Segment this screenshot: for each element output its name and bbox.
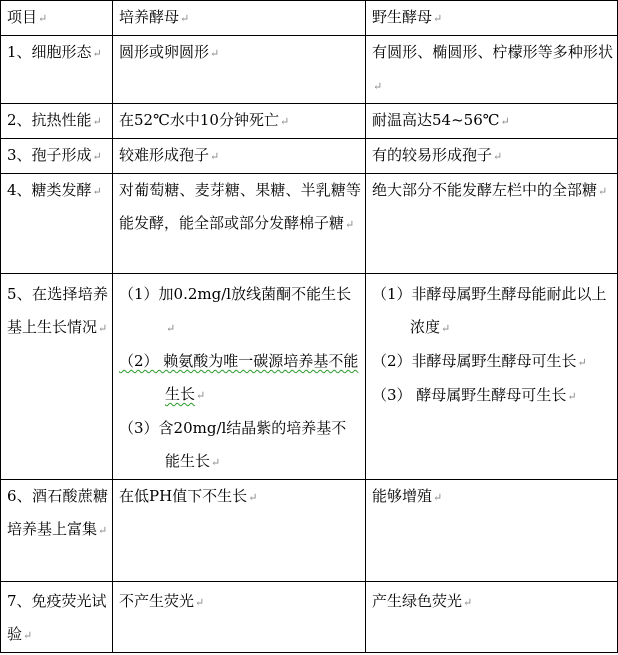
row-item-cell: 6、酒石酸蔗糖培养基上富集↵: [1, 480, 113, 582]
paragraph-mark: ↵: [567, 390, 577, 403]
paragraph-mark: ↵: [92, 185, 102, 198]
paragraph-mark: ↵: [23, 629, 33, 642]
wild-yeast-cell: 有圆形、椭圆形、柠檬形等多种形状↵: [366, 36, 618, 104]
table-row: [1, 582, 618, 653]
paragraph-mark: ↵: [98, 524, 108, 537]
cultured-yeast-cell: 不产生荧光↵: [113, 582, 366, 653]
header-cell-cultured: 培养酵母↵: [113, 1, 366, 36]
table-row: [1, 174, 618, 274]
cultured-yeast-cell: 较难形成孢子↵: [113, 139, 366, 174]
table-row: [1, 480, 618, 582]
paragraph-mark: ↵: [577, 356, 587, 369]
table-row: [1, 104, 618, 139]
cultured-yeast-cell: 在低PH值下不生长↵: [113, 480, 366, 582]
wild-yeast-cell: [366, 274, 618, 480]
paragraph-mark: ↵: [92, 47, 102, 60]
cultured-yeast-cell: 圆形或卵圆形↵: [113, 36, 366, 104]
paragraph-mark: ↵: [38, 12, 48, 25]
table-row: [1, 274, 618, 480]
header-cell-wild: 野生酵母↵: [366, 1, 618, 36]
paragraph-mark: ↵: [500, 115, 510, 128]
cultured-yeast-cell: 对葡萄糖、麦芽糖、果糖、半乳糖等能发酵，能全部或部分发酵棉子糖↵: [113, 174, 366, 274]
wild-yeast-cell: 有的较易形成孢子↵: [366, 139, 618, 174]
table-row: [1, 36, 618, 104]
list-item: （3） 酵母属野生酵母可生长↵: [372, 386, 577, 404]
paragraph-mark: ↵: [433, 491, 443, 504]
wild-yeast-cell: 能够增殖↵: [366, 480, 618, 582]
row-item-cell: 2、抗热性能↵: [1, 104, 113, 139]
paragraph-mark: ↵: [345, 218, 355, 231]
paragraph-mark: ↵: [441, 322, 451, 335]
paragraph-mark: ↵: [248, 491, 258, 504]
row-item-cell: 3、孢子形成↵: [1, 139, 113, 174]
cultured-yeast-cell: [113, 274, 366, 480]
paragraph-mark: ↵: [180, 12, 190, 25]
wild-yeast-cell: 绝大部分不能发酵左栏中的全部糖↵: [366, 174, 618, 274]
paragraph-mark: ↵: [196, 389, 206, 402]
paragraph-mark: ↵: [373, 80, 383, 93]
row-item-cell: 1、细胞形态↵: [1, 36, 113, 104]
list-item: （2）非酵母属野生酵母可生长↵: [372, 352, 587, 370]
paragraph-mark: ↵: [463, 596, 473, 609]
list-item: （3）含20mg/l结晶紫的培养基不能生长↵: [119, 419, 347, 470]
paragraph-mark: ↵: [210, 47, 220, 60]
paragraph-mark: ↵: [279, 115, 290, 128]
paragraph-mark: ↵: [210, 150, 220, 163]
table-header-row: [1, 1, 618, 36]
wild-yeast-cell: 耐温高达54~56℃↵: [366, 104, 618, 139]
row-item-cell: 4、糖类发酵↵: [1, 174, 113, 274]
row-item-cell: 7、免疫荧光试验↵: [1, 582, 113, 653]
wild-yeast-cell: 产生绿色荧光↵: [366, 582, 618, 653]
paragraph-mark: ↵: [493, 150, 503, 163]
paragraph-mark: ↵: [98, 322, 108, 335]
table-row: [1, 139, 618, 174]
row-item-cell: 5、在选择培养基上生长情况↵: [1, 274, 113, 480]
cultured-yeast-cell: 在52℃水中10分钟死亡↵: [113, 104, 366, 139]
paragraph-mark: ↵: [195, 596, 205, 609]
list-item: （1）非酵母属野生酵母能耐此以上浓度↵: [372, 285, 607, 336]
paragraph-mark: ↵: [92, 115, 102, 128]
paragraph-mark: ↵: [166, 322, 176, 335]
list-item: （1）加0.2mg/l放线菌酮不能生长↵: [119, 285, 352, 335]
paragraph-mark: ↵: [598, 185, 608, 198]
paragraph-mark: ↵: [92, 150, 102, 163]
header-cell-item: 项目↵: [1, 1, 113, 36]
paragraph-mark: ↵: [211, 456, 221, 469]
list-item: （2） 赖氨酸为唯一碳源培养基不能生长↵: [119, 352, 359, 403]
paragraph-mark: ↵: [433, 12, 443, 25]
